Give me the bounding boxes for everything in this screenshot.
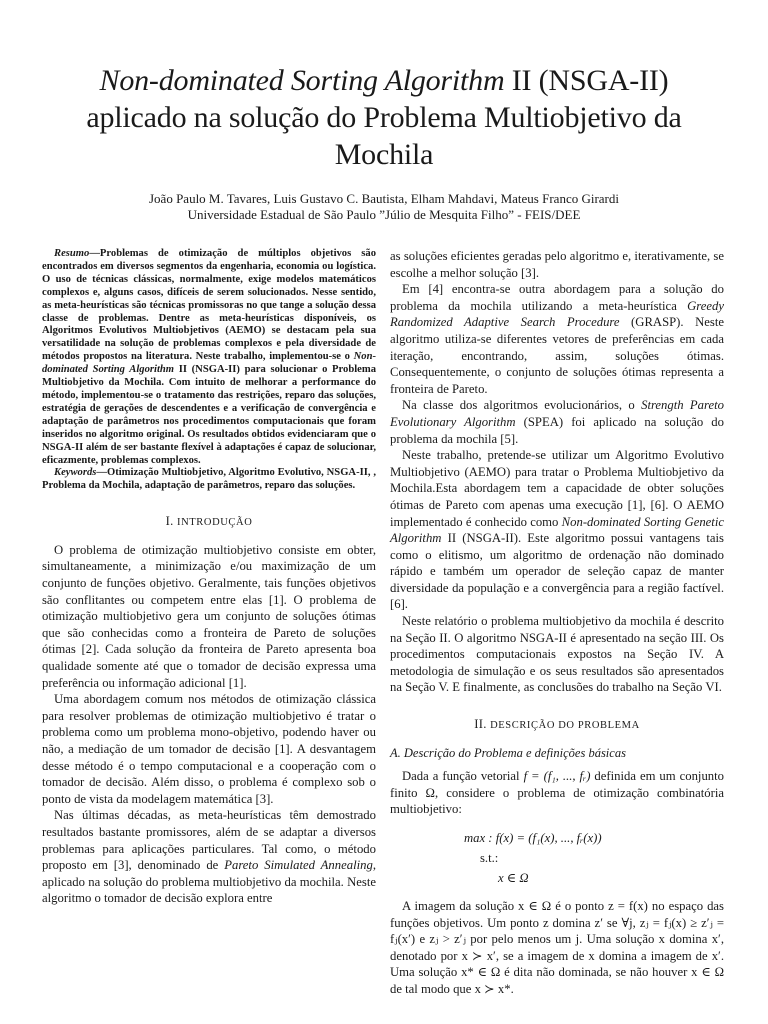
section-2-heading	[390, 716, 724, 735]
intro-p3-b: , aplicado na solução do problema multiobjetivo da mochila. Neste algoritmo o tomador de decisão explora entre	[42, 858, 376, 906]
section-2-number: II.	[474, 717, 491, 732]
intro-p4-a: Em [4] encontra-se outra abordagem para a solução do problema da mochila utilizando a meta-heurística	[390, 282, 724, 313]
equation-line-2: s.t.:	[480, 851, 499, 865]
intro-paragraph-5	[390, 397, 724, 447]
abstract-text-b: II (NSGA-II) para solucionar o Problema Multiobjetivo da Mochila. Com intuito de melhorar a performance do método, implementou-se o tratamento das restrições, reparo das soluções, estratégia de gerações de descendentes e a verificação de convergência e adaptação de parâmetros nos procedimentos computacionais que foram inseridos no algoritmo original. Os resultados obtidos evidenciaram que o NSGA-II além de ser bastante flexível à adaptações é capaz de solucionar, eficazmente, problemas complexos.	[42, 364, 376, 466]
intro-p3-continued: as soluções eficientes geradas pelo algoritmo e, iterativamente, se escolhe a melhor solução [3].	[390, 249, 724, 280]
intro-p4-b: (GRASP). Neste algoritmo utiliza-se diferentes vetores de preferências em cada iteração, encontrando, assim, soluções ótimas. Consequentemente, o conjunto de soluções ótimas representa a fronteira de Pareto.	[390, 315, 724, 396]
title-line-2: aplicado na solução do Problema Multiobjetivo da	[86, 101, 682, 134]
abstract-label: Resumo	[54, 248, 90, 259]
s2-p1-a: Dada a função vetorial	[402, 769, 524, 784]
abstract-dash: —	[89, 248, 100, 259]
intro-paragraph-3	[42, 807, 376, 907]
function-definition: f = (f₁, ..., fᵣ)	[523, 769, 591, 784]
intro-p4-italic: Greedy Randomized Adaptive Search Procedure	[390, 298, 724, 330]
intro-paragraph-2: Uma abordagem comum nos métodos de otimização clássica para resolver problemas de otimização multiobjetivo é tratar o problema como um problema mono-objetivo, podendo haver ou não, a mediação de um tomador de decisão [1]. A desvantagem desse método é o tempo computacional e a cooperação com o tomador de decisão. Além disso, o problema é complexo sob o ponto de vista da modelagem matemática [3].	[42, 692, 376, 806]
abstract-text-italic: Non-dominated Sorting Algorithm	[42, 351, 376, 376]
intro-paragraph-4	[390, 281, 724, 397]
left-column	[42, 248, 376, 907]
intro-p3-a: Nas últimas décadas, as meta-heurísticas têm demostrado resultados bastante promissores, além de se adaptar a diversos problemas para aplicações particulares. Tal como, o método proposto em [3], denominado de	[42, 808, 376, 873]
s2-p1-b: definida em um conjunto finito Ω, considere o problema de otimização combinatória multiobjetivo:	[390, 769, 725, 817]
intro-p5-italic: Strength Pareto Evolutionary Algorithm	[390, 398, 724, 429]
intro-p3-italic: Pareto Simulated Annealing	[224, 858, 373, 873]
keywords-dash: —	[96, 467, 107, 479]
intro-p6-italic: Non-dominated Sorting Genetic Algorithm	[390, 514, 724, 546]
intro-p5-b: (SPEA) foi aplicado na solução do problema da mochila [5].	[390, 414, 724, 446]
title-line-3: Mochila	[334, 138, 434, 171]
section-1-title: INTRODUÇÃO	[176, 517, 253, 529]
section-1-heading	[42, 513, 376, 532]
abstract-text-a: Problemas de otimização de múltiplos objetivos são encontrados em diversos segmentos da engenharia, economia ou logística. O uso de técnicas clássicas, normalmente, exige modelos matemáticos complexos e, alguns casos, difíceis de serem solucionados. Nesse sentido, as meta-heurísticas são técnicas promissoras no que tange a solução dessa classe de problemas. Dentre as meta-heurísticas disponíveis, os Algoritmos Evolutivos Multiobjetivos (AEMO) se destacam pela sua versatilidade na solução de problemas complexos e pela diversidade de métodos propostos na literatura. Neste trabalho, implementou-se o	[42, 248, 376, 363]
intro-paragraph-6	[390, 447, 724, 613]
equation-line-3: x ∈ Ω	[498, 871, 529, 885]
abstract	[42, 248, 376, 493]
section-2-title: DESCRIÇÃO DO PROBLEMA	[490, 720, 640, 732]
section-2-paragraph-2: A imagem da solução x ∈ Ω é o ponto z = f(x) no espaço das funções objetivos. Um ponto z domina z′ se ∀j, zⱼ = fⱼ(x) ≥ z′ⱼ = fⱼ(x′) e zⱼ > z′ⱼ por pelo menos um j. Uma solução x domina x′, denotado por x ≻ x′, se a imagem de x domina a imagem de x′. Uma solução x* ∈ Ω é dita não dominada, se não houver x ∈ Ω de tal modo que x ≻ x*.	[390, 899, 724, 996]
section-1-number: I.	[165, 514, 177, 529]
intro-paragraph-7: Neste relatório o problema multiobjetivo da mochila é descrito na Seção II. O algoritmo NSGA-II é apresentado na seção III. Os procedimentos computacionais expostos na Seção IV. A metodologia de simulação e os seus resultados são apresentados na Seção V. E finalmente, as conclusões do trabalho na Seção VI.	[390, 614, 724, 695]
intro-p6-b: II (NSGA-II). Este algoritmo possui vantagens tais como o elitismo, um algoritmo de ordenação não dominado rápido e também um operador de seleção capaz de manter diversidade da população e a convergência para a região factível. [6].	[390, 531, 724, 612]
right-column	[390, 248, 724, 998]
authors: João Paulo M. Tavares, Luis Gustavo C. Bautista, Elham Mahdavi, Mateus Franco Girardi	[148, 191, 620, 206]
title-rest: II (NSGA-II)	[504, 64, 669, 97]
optimization-equation	[390, 828, 724, 888]
intro-p5-a: Na classe dos algoritmos evolucionários, o	[402, 398, 642, 413]
equation-line-1: max : f(x) = (f₁(x), ..., fᵣ(x))	[464, 831, 602, 845]
paper-title	[60, 62, 708, 173]
intro-paragraph-1: O problema de otimização multiobjetivo consiste em obter, simultaneamente, a minimização e/ou maximização de um conjunto de funções objetivo. Geralmente, tais funções objetivos são conflitantes ou competem entre elas [1]. O problema de otimização multiobjetivo gera um conjunto de soluções ótimas que são conhecidas como a fronteira de Pareto de soluções ótimas [2]. Cada solução da fronteira de Pareto apresenta boa qualidade somente até que o tomador de decisão expressa uma preferência ou informação adicional [1].	[42, 542, 376, 690]
keywords-label: Keywords	[54, 467, 97, 479]
intro-p6-a: Neste trabalho, pretende-se utilizar um Algoritmo Evolutivo Multiobjetivo (AEMO) para tratar o Problema Multiobjetivo da Mochila.Esta abordagem tem a capacidade de obter soluções ótimas de Pareto com apenas uma execução [1], [6]. O AEMO implementado é conhecido como	[390, 448, 724, 529]
keywords: Otimização Multiobjetivo, Algoritmo Evolutivo, NSGA-II, , Problema da Mochila, adaptação de parâmetros, reparo das soluções.	[42, 467, 376, 492]
section-2-paragraph-1	[390, 768, 724, 818]
subsection-a-heading: A. Descrição do Problema e definições básicas	[390, 745, 626, 760]
affiliation: Universidade Estadual de São Paulo ”Júlio de Mesquita Filho” - FEIS/DEE	[187, 207, 581, 222]
title-italic: Non-dominated Sorting Algorithm	[99, 64, 505, 97]
